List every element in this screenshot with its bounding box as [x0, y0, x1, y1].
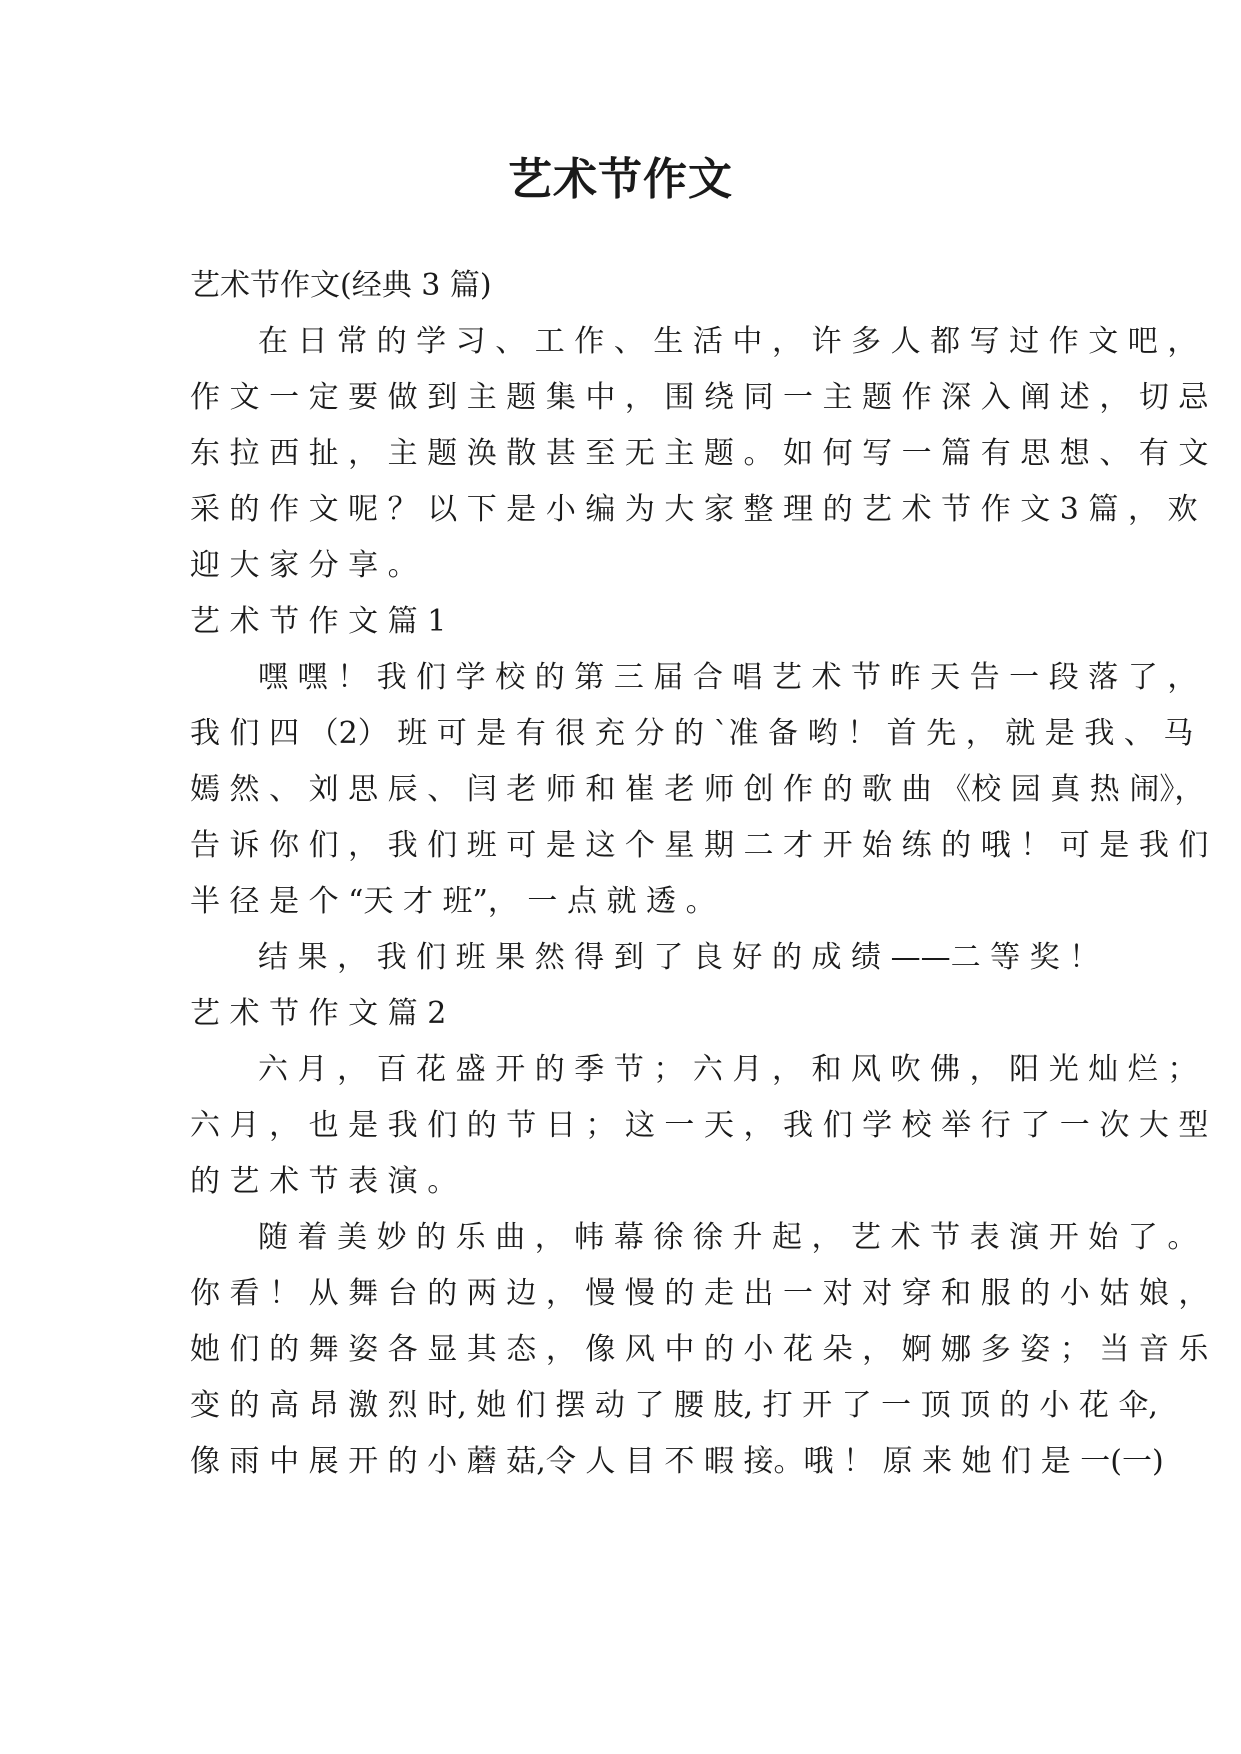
doc-line: 迎 大 家 分 享 。 — [190, 548, 418, 583]
doc-line: 变 的 高 昂 激 烈 时, 她 们 摆 动 了 腰 肢, 打 开 了 一 顶 顶 的 小 花 伞, — [190, 1388, 1158, 1423]
doc-line: 作 文 一 定 要 做 到 主 题 集 中 ， 围 绕 同 一 主 题 作 深 入 阐 述 ， 切 忌 — [190, 380, 1209, 415]
doc-line: 我 们 四 （2） 班 可 是 有 很 充 分 的 `准 备 哟 ！ 首 先 ， 就 是 我 、 马 — [190, 716, 1194, 751]
doc-line: 东 拉 西 扯 ， 主 题 涣 散 甚 至 无 主 题 。 如 何 写 一 篇 有 思 想 、 有 文 — [190, 436, 1209, 471]
doc-line: 告 诉 你 们 ， 我 们 班 可 是 这 个 星 期 二 才 开 始 练 的 哦 ！ 可 是 我 们 — [190, 828, 1209, 863]
doc-line: 像 雨 中 展 开 的 小 蘑 菇,令 人 目 不 暇 接。哦 ！ 原 来 她 们 是 一(一) — [190, 1444, 1164, 1479]
doc-line: 你 看 ！ 从 舞 台 的 两 边 ， 慢 慢 的 走 出 一 对 对 穿 和 服 的 小 姑 娘 ， — [190, 1276, 1209, 1311]
section-heading: 艺 术 节 作 文 篇 1 — [190, 604, 447, 639]
doc-line: 嫣 然 、 刘 思 辰 、 闫 老 师 和 崔 老 师 创 作 的 歌 曲 《校 园 真 热 闹》， — [190, 772, 1205, 807]
doc-line: 六 月 ， 百 花 盛 开 的 季 节 ； 六 月 ， 和 风 吹 佛 ， 阳 光 灿 烂 ； — [258, 1052, 1198, 1087]
doc-line: 结 果 ， 我 们 班 果 然 得 到 了 良 好 的 成 绩 ——二 等 奖 ！ — [258, 940, 1100, 975]
section-heading: 艺 术 节 作 文 篇 2 — [190, 996, 447, 1031]
document-title: 艺术节作文 — [508, 154, 733, 205]
doc-line: 半 径 是 个 “天 才 班”， 一 点 就 透 。 — [190, 884, 716, 919]
doc-line: 六 月 ， 也 是 我 们 的 节 日 ； 这 一 天 ， 我 们 学 校 举 行 了 一 次 大 型 — [190, 1108, 1209, 1143]
doc-line: 随 着 美 妙 的 乐 曲 ， 帏 幕 徐 徐 升 起 ， 艺 术 节 表 演 开 始 了 。 — [258, 1220, 1198, 1255]
doc-line: 的 艺 术 节 表 演 。 — [190, 1164, 458, 1199]
doc-line: 在 日 常 的 学 习 、 工 作 、 生 活 中 ， 许 多 人 都 写 过 作 文 吧 ， — [258, 324, 1198, 359]
doc-line-subtitle: 艺术节作文(经典 3 篇) — [190, 268, 492, 303]
doc-line: 她 们 的 舞 姿 各 显 其 态 ， 像 风 中 的 小 花 朵 ， 婀 娜 多 姿 ； 当 音 乐 — [190, 1332, 1209, 1367]
doc-line: 嘿 嘿 ！ 我 们 学 校 的 第 三 届 合 唱 艺 术 节 昨 天 告 一 段 落 了 ， — [258, 660, 1198, 695]
doc-line: 采 的 作 文 呢 ？ 以 下 是 小 编 为 大 家 整 理 的 艺 术 节 作 文 3 篇 ， 欢 — [190, 492, 1198, 527]
